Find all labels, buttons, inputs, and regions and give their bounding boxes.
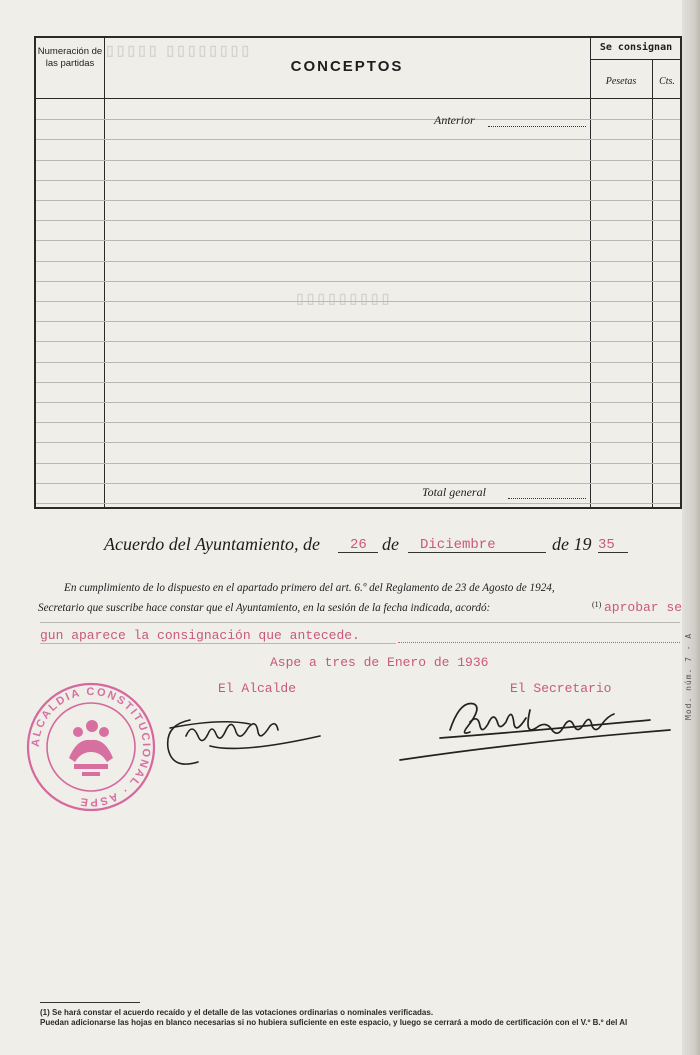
- header-se-consignan: Se consignan: [599, 42, 673, 53]
- header-numeracion: Numeración de las partidas: [37, 46, 103, 69]
- seal-text: ALCALDIA CONSTITUCIONAL · ASPE: [29, 685, 153, 809]
- footnote-2: Puedan adicionarse las hojas en blanco necesarias si no hubiera suficiente en este espacio, y luego se cerrará a modo de certificación con el V.º B.º del Al: [40, 1018, 628, 1027]
- table-ruled-line: [36, 240, 680, 241]
- day-value: 26: [350, 537, 367, 553]
- table-ruled-line: [36, 362, 680, 363]
- writing-line-2: [40, 643, 396, 644]
- table-ruled-line: [36, 503, 680, 504]
- table-ruled-line: [36, 483, 680, 484]
- table-ruled-line: [36, 301, 680, 302]
- writing-line-1: [40, 622, 680, 623]
- table-ruled-line: [36, 442, 680, 443]
- typed-fill-dashes: [398, 642, 680, 643]
- bleed-through-ghost-2: ▯▯▯▯▯▯▯▯▯: [296, 290, 393, 306]
- header-pesetas: Pesetas: [605, 76, 637, 87]
- secretario-signature: [380, 690, 680, 770]
- total-dots: [508, 498, 586, 499]
- table-ruled-line: [36, 160, 680, 161]
- conceptos-table: [34, 36, 682, 509]
- header-cts: Cts.: [659, 76, 675, 87]
- paragraph-line-2: Secretario que suscribe hace constar que el Ayuntamiento, en la sesión de la fecha indicada, acordó:: [38, 602, 491, 614]
- place-date: Aspe a tres de Enero de 1936: [270, 655, 489, 670]
- de-word: de: [382, 534, 399, 554]
- table-ruled-line: [36, 139, 680, 140]
- table-ruled-line: [36, 180, 680, 181]
- table-ruled-line: [36, 422, 680, 423]
- typed-text-1: aprobar se: [604, 600, 683, 615]
- table-ruled-line: [36, 382, 680, 383]
- table-ruled-line: [36, 119, 680, 120]
- alcalde-signature: [150, 690, 340, 780]
- header-sub-rule: [590, 59, 680, 60]
- footnote-rule: [40, 1002, 140, 1003]
- table-rows: [36, 99, 680, 507]
- anterior-label: Anterior: [434, 113, 475, 127]
- table-ruled-line: [36, 402, 680, 403]
- secretario-label: El Secretario: [510, 681, 612, 696]
- acuerdo-prefix: Acuerdo del Ayuntamiento, de: [104, 534, 320, 554]
- table-ruled-line: [36, 261, 680, 262]
- paragraph-line-1: En cumplimiento de lo dispuesto en el apartado primero del art. 6.º del Reglamento de 23 de Agosto de 1924,: [64, 582, 555, 594]
- table-ruled-line: [36, 200, 680, 201]
- alcalde-label: El Alcalde: [218, 681, 297, 696]
- year-prefix: de 19: [552, 534, 592, 554]
- page-edge: [682, 0, 700, 1055]
- footnote-marker: (1): [592, 600, 602, 609]
- year-value: 35: [598, 537, 615, 553]
- month-value: Diciembre: [420, 537, 496, 553]
- edge-print-code: Mod. núm. 7 - A: [684, 632, 693, 720]
- anterior-dots: [488, 126, 586, 127]
- municipal-seal-stamp: [24, 680, 158, 814]
- acuerdo-line: [104, 534, 320, 555]
- typed-text-2: gun aparece la consignación que antecede.: [40, 628, 360, 643]
- table-ruled-line: [36, 321, 680, 322]
- header-conceptos: CONCEPTOS: [290, 58, 404, 75]
- bleed-through-ghost: ▯▯▯▯▯ ▯▯▯▯▯▯▯▯: [106, 42, 253, 58]
- table-ruled-line: [36, 463, 680, 464]
- footnote-1: (1) Se hará constar el acuerdo recaído y el detalle de las votaciones ordinarias o nominales verificadas.: [40, 1008, 434, 1017]
- table-ruled-line: [36, 220, 680, 221]
- total-general-label: Total general: [422, 485, 486, 499]
- table-ruled-line: [36, 281, 680, 282]
- table-ruled-line: [36, 341, 680, 342]
